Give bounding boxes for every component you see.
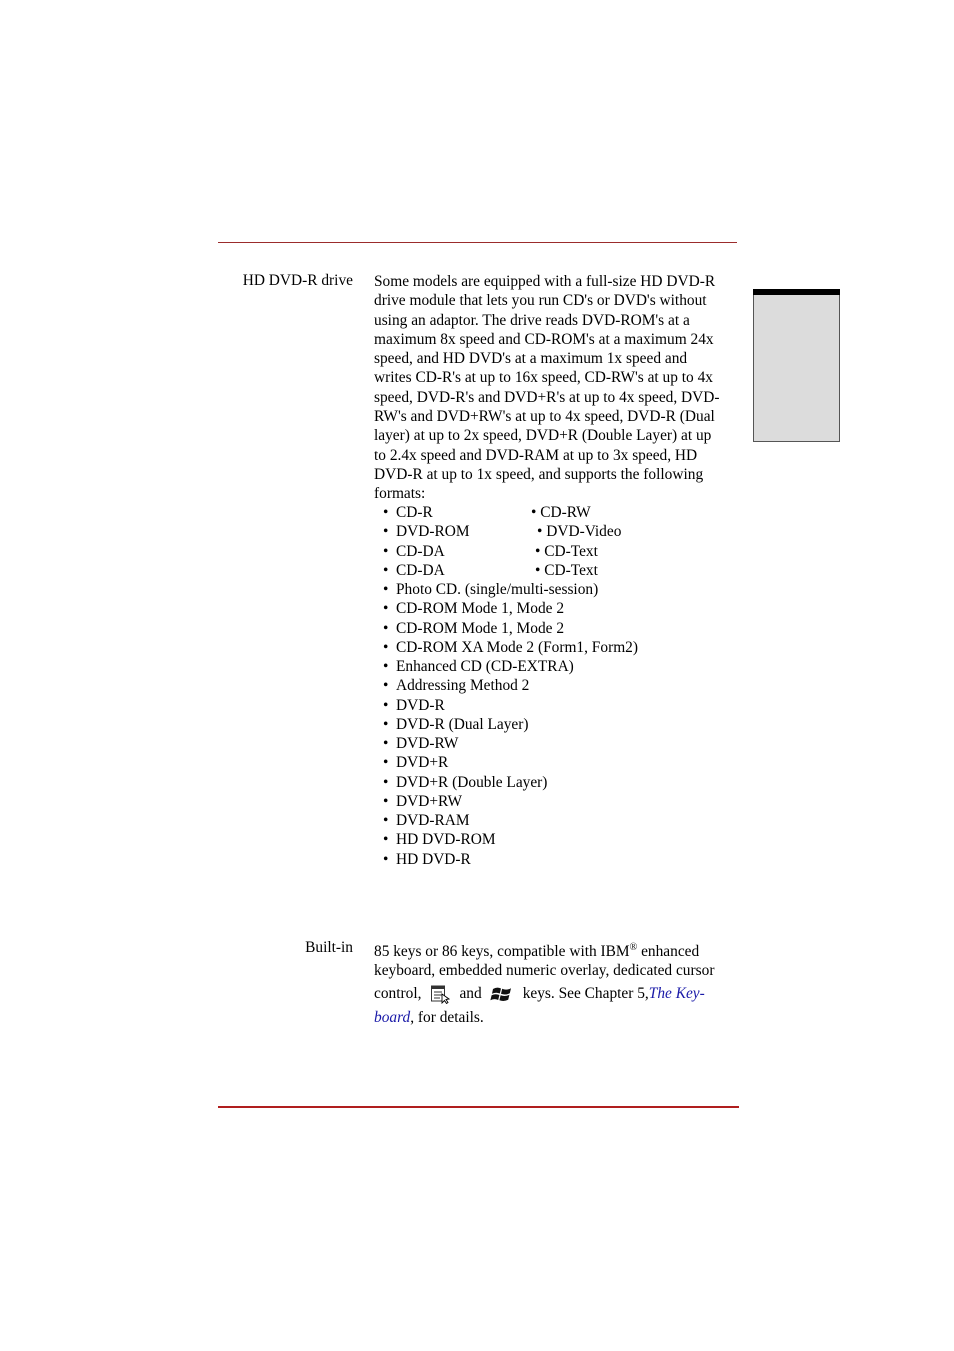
bullet-dot: • xyxy=(383,754,389,772)
side-tab xyxy=(753,289,840,442)
bullet-dot: • xyxy=(383,638,389,656)
format-label: DVD-RW xyxy=(396,735,459,752)
bullet-dot: • xyxy=(383,658,389,675)
bullet-dot: • xyxy=(531,504,537,521)
bullet-dot: • xyxy=(535,561,541,579)
format-label: DVD-R xyxy=(396,696,445,714)
description-line: formats: xyxy=(374,485,426,503)
bullet-dot: • xyxy=(383,792,389,810)
format-label: CD-DA xyxy=(396,561,445,579)
description-line: using an adaptor. The drive reads DVD-ROM's at a xyxy=(374,311,690,329)
description-line: writes CD-R's at up to 16x speed, CD-RW's at up to 4x xyxy=(374,369,713,387)
bullet-dot: • xyxy=(383,542,389,560)
format-label: Addressing Method 2 xyxy=(396,677,530,695)
format-label: DVD-RAM xyxy=(396,812,470,829)
bottom-rule xyxy=(218,1106,739,1108)
keyboard-line-1 xyxy=(374,942,744,961)
keyboard-text: , for details. xyxy=(410,1008,484,1026)
description-line: DVD-R at up to 1x speed, and supports the following xyxy=(374,465,704,483)
bullet-dot: • xyxy=(383,850,389,868)
format-label: HD DVD-ROM xyxy=(396,831,496,849)
description-line: RW's and DVD+RW's at up to 4x speed, DVD-R (Dual xyxy=(374,408,715,426)
registered-mark: ® xyxy=(629,942,638,953)
keyboard-text: keys. See Chapter 5, xyxy=(522,985,649,1003)
description-line: Some models are equipped with a full-size HD DVD-R xyxy=(374,273,716,290)
format-label: Photo CD. (single/multi-session) xyxy=(396,581,599,598)
bullet-dot: • xyxy=(383,619,389,637)
format-label: Enhanced CD (CD-EXTRA) xyxy=(396,658,574,675)
term-built-in: Built-in xyxy=(305,939,353,956)
format-label: CD-RW xyxy=(540,504,591,521)
description-line: layer) at up to 2x speed, DVD+R (Double Layer) at up xyxy=(374,427,712,445)
format-label-col2 xyxy=(531,503,591,522)
keyboard-text: and xyxy=(459,985,482,1003)
description-line: speed, and HD DVD's at a maximum 1x speed and xyxy=(374,350,688,368)
windows-key-icon xyxy=(490,983,514,1005)
top-rule xyxy=(218,242,737,243)
keyboard-line-3 xyxy=(374,981,744,1008)
side-tab-bar xyxy=(753,289,840,295)
format-label: DVD-R (Dual Layer) xyxy=(396,715,529,733)
keyboard-text: 85 keys or 86 keys, compatible with IBM xyxy=(374,943,630,960)
keyboard-text: enhanced xyxy=(637,943,700,960)
format-label: CD-Text xyxy=(544,542,598,560)
format-label: CD-ROM Mode 1, Mode 2 xyxy=(396,619,565,637)
format-label-col2 xyxy=(535,561,598,580)
format-label-col2 xyxy=(535,542,598,561)
format-label: DVD-Video xyxy=(546,523,622,541)
hd-dvd-description xyxy=(374,272,740,504)
bullet-dot: • xyxy=(383,600,389,618)
description-line: speed, DVD-R's and DVD+R's at up to 4x speed, DVD- xyxy=(374,388,720,406)
format-label: DVD+R (Double Layer) xyxy=(396,773,548,791)
bullet-dot: • xyxy=(383,561,389,579)
format-label: CD-R xyxy=(396,504,433,521)
application-key-icon xyxy=(430,984,450,1004)
term-hd-dvd-r-drive: HD DVD-R drive xyxy=(242,272,353,289)
bullet-dot: • xyxy=(383,581,389,598)
bullet-dot: • xyxy=(383,715,389,733)
keyboard-line-4 xyxy=(374,1008,744,1027)
description-line: drive module that lets you run CD's or DVD's without xyxy=(374,292,707,310)
format-label: DVD+R xyxy=(396,754,449,772)
keyboard-chapter-link[interactable]: The Key- xyxy=(648,985,705,1003)
bullet-dot: • xyxy=(383,735,389,752)
keyboard-chapter-link-cont[interactable]: board xyxy=(374,1008,411,1026)
description-line: maximum 8x speed and CD-ROM's at a maximum 24x xyxy=(374,330,714,348)
keyboard-text: control, xyxy=(374,985,422,1003)
bullet-dot: • xyxy=(383,696,389,714)
bullet-dot: • xyxy=(383,812,389,829)
bullet-dot: • xyxy=(537,523,543,541)
bullet-dot: • xyxy=(383,523,389,541)
bullet-dot: • xyxy=(383,504,389,521)
keyboard-line-2: keyboard, embedded numeric overlay, dedicated cursor xyxy=(374,962,715,980)
format-label: DVD-ROM xyxy=(396,523,470,541)
format-label-col2 xyxy=(537,522,621,541)
bullet-dot: • xyxy=(383,831,389,849)
format-label: DVD+RW xyxy=(396,792,462,810)
format-label: CD-ROM XA Mode 2 (Form1, Form2) xyxy=(396,638,638,656)
bullet-dot: • xyxy=(383,773,389,791)
bullet-dot: • xyxy=(383,677,389,695)
bullet-dot: • xyxy=(535,542,541,560)
format-label: CD-Text xyxy=(544,561,598,579)
format-label: CD-DA xyxy=(396,542,445,560)
description-line: to 2.4x speed and DVD-RAM at up to 3x speed, HD xyxy=(374,446,698,464)
format-label: CD-ROM Mode 1, Mode 2 xyxy=(396,600,565,618)
format-label: HD DVD-R xyxy=(396,850,471,868)
keyboard-description xyxy=(374,942,744,1027)
